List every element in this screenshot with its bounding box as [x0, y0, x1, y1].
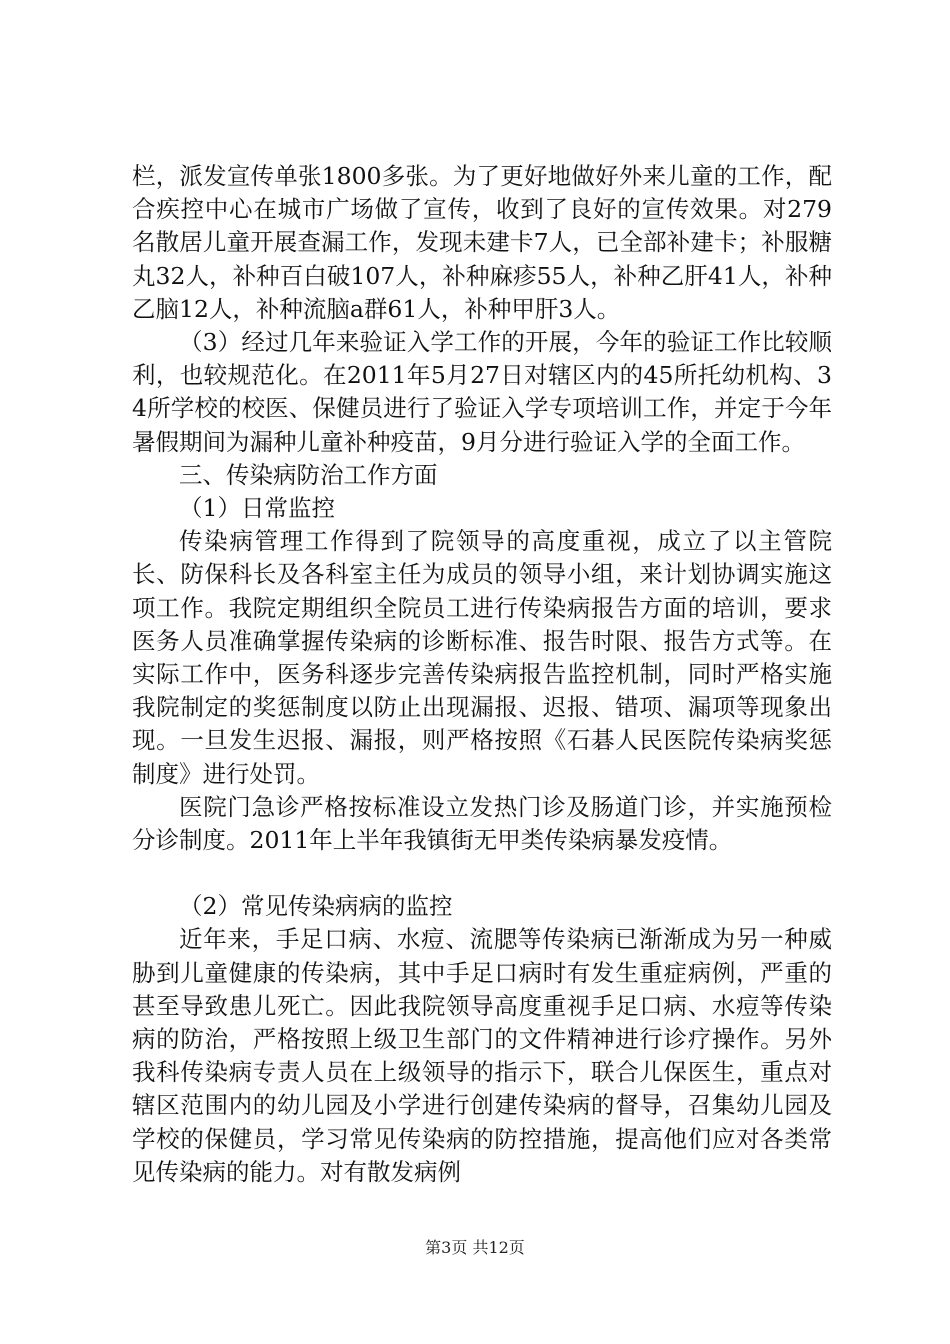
- paragraph-school-entry-verification: （3）经过几年来验证入学工作的开展，今年的验证工作比较顺利，也较规范化。在2011年5月27日对辖区内的45所托幼机构、34所学校的校医、保健员进行了验证入学专项培训工作，并定于今年暑假期间为漏种儿童补种疫苗，9月分进行验证入学的全面工作。: [132, 328, 832, 456]
- paragraph-vaccination-outreach: 栏，派发宣传单张1800多张。为了更好地做好外来儿童的工作，配合疾控中心在城市广场做了宣传，收到了良好的宣传效果。对279名散居儿童开展查漏工作，发现未建卡7人，已全部补建卡；补服糖丸32人，补种百白破107人，补种麻疹55人，补种乙肝41人，补种乙脑12人，补种流脑a群61人，补种甲肝3人。: [132, 162, 832, 323]
- paragraph-fever-clinic: 医院门急诊严格按标准设立发热门诊及肠道门诊，并实施预检分诊制度。2011年上半年我镇街无甲类传染病暴发疫情。: [132, 792, 832, 855]
- page-number-footer: 第3页 共12页: [425, 1238, 525, 1257]
- paragraph-hand-foot-mouth: 近年来，手足口病、水痘、流腮等传染病已渐渐成为另一种威胁到儿童健康的传染病，其中手足口病时有发生重症病例，严重的甚至导致患儿死亡。因此我院领导高度重视手足口病、水痘等传染病的防治，严格按照上级卫生部门的文件精神进行诊疗操作。另外我科传染病专责人员在上级领导的指示下，联合儿保医生，重点对辖区范围内的幼儿园及小学进行创建传染病的督导，召集幼儿园及学校的保健员，学习常见传染病的防控措施，提高他们应对各类常见传染病的能力。对有散发病例: [132, 925, 832, 1186]
- subheading-daily-monitoring: （1）日常监控: [179, 494, 335, 523]
- section-heading-infectious-disease: 三、传染病防治工作方面: [179, 460, 438, 489]
- document-body: [132, 160, 832, 1189]
- subheading-common-disease-monitoring: （2）常见传染病病的监控: [179, 892, 453, 921]
- paragraph-disease-management: 传染病管理工作得到了院领导的高度重视，成立了以主管院长、防保科长及各科室主任为成员的领导小组，来计划协调实施这项工作。我院定期组织全院员工进行传染病报告方面的培训，要求医务人员准确掌握传染病的诊断标准、报告时限、报告方式等。在实际工作中，医务科逐步完善传染病报告监控机制，同时严格实施我院制定的奖惩制度以防止出现漏报、迟报、错项、漏项等现象出现。一旦发生迟报、漏报，则严格按照《石碁人民医院传染病奖惩制度》进行处罚。: [132, 527, 832, 788]
- paragraph-gap: [132, 857, 832, 890]
